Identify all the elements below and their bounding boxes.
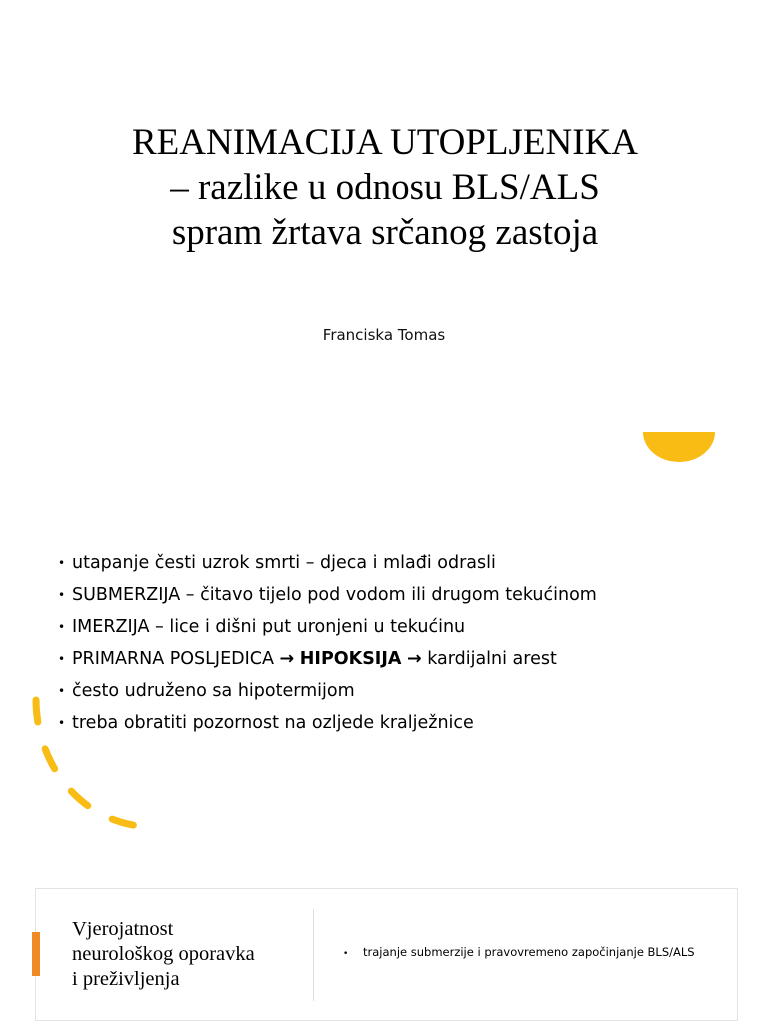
bullet-text: PRIMARNA POSLJEDICA <box>72 649 280 669</box>
list-item: • IMERZIJA – lice i dišni put uronjeni u tekućinu <box>58 611 597 643</box>
bullet-dot: • <box>58 652 66 666</box>
list-item <box>58 643 597 675</box>
bold-term: HIPOKSIJA <box>299 649 402 669</box>
title-slide <box>0 0 768 432</box>
title-line: spram žrtava srčanog zastoja <box>171 212 599 253</box>
vertical-divider <box>313 909 314 1001</box>
title-line: REANIMACIJA UTOPLJENIKA <box>131 122 639 163</box>
title-line: i preživljenja <box>72 968 180 990</box>
slide-title <box>72 917 302 992</box>
section-slide <box>35 888 738 1021</box>
list-item: • SUBMERZIJA – čitavo tijelo pod vodom ili drugom tekućinom <box>58 579 597 611</box>
bullet-dot: • <box>58 716 66 730</box>
bullet-dot: • <box>58 588 66 602</box>
list-item: • često udruženo sa hipotermijom <box>58 675 597 707</box>
bullet-dot: • <box>343 949 349 959</box>
content-slide <box>0 432 768 872</box>
bullet-list <box>58 547 597 739</box>
bullet-dot: • <box>58 684 66 698</box>
arrow-icon: → <box>279 649 295 669</box>
list-item: • trajanje submerzije i pravovremeno započinjanje BLS/ALS <box>343 945 695 959</box>
list-item: • treba obratiti pozornost na ozljede kralježnice <box>58 707 597 739</box>
bullet-text: kardijalni arest <box>421 649 557 669</box>
title-line: Vjerojatnost <box>72 918 174 940</box>
title-line: neurološkog oporavka <box>72 943 255 965</box>
slide-title <box>60 120 710 255</box>
list-item: • utapanje česti uzrok smrti – djeca i mlađi odrasli <box>58 547 597 579</box>
orange-accent-bar <box>32 932 40 976</box>
yellow-half-circle <box>643 432 715 462</box>
bullet-dot: • <box>58 620 66 634</box>
bullet-dot: • <box>58 556 66 570</box>
arrow-icon: → <box>406 649 422 669</box>
author-name: Franciska Tomas <box>322 326 446 344</box>
title-line: – razlike u odnosu BLS/ALS <box>170 167 600 208</box>
